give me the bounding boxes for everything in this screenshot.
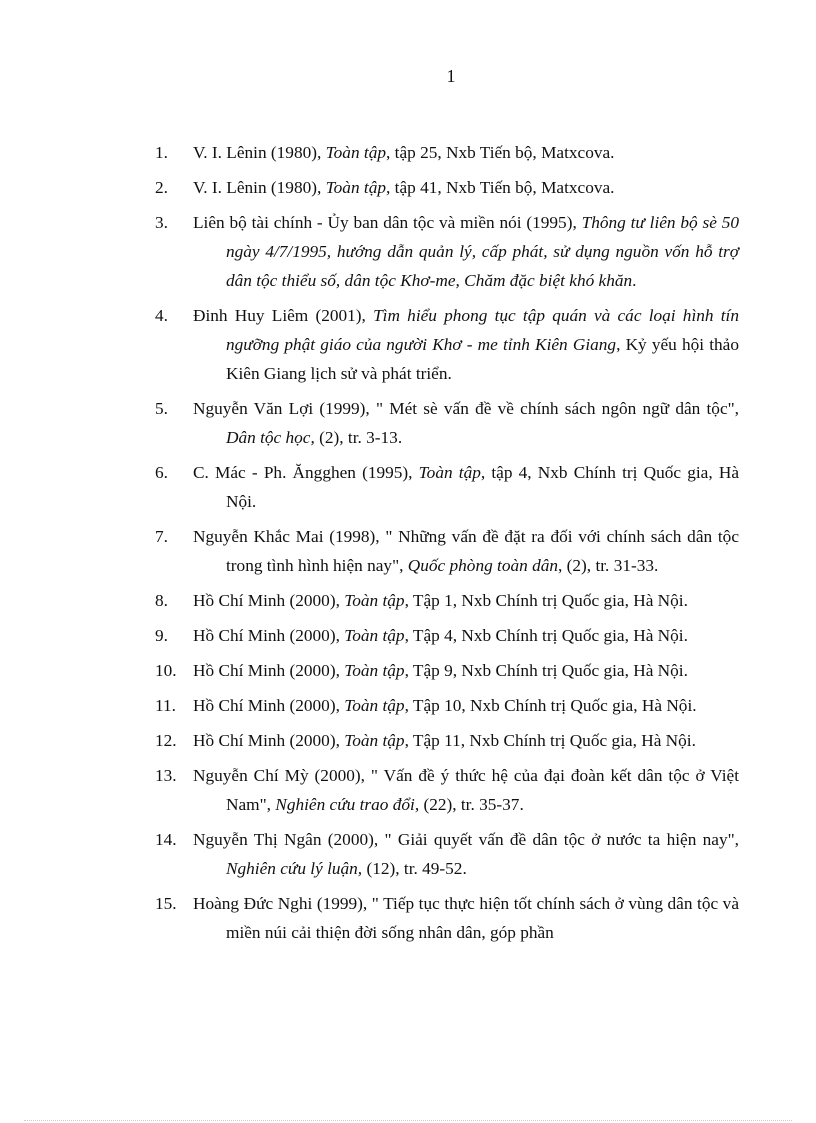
reference-item xyxy=(155,889,739,947)
reference-item xyxy=(155,621,739,650)
reference-number: 15. xyxy=(155,894,177,913)
reference-list xyxy=(155,138,739,953)
reference-title-italic: Dân tộc học, xyxy=(226,428,315,447)
reference-number: 9. xyxy=(155,626,168,645)
reference-text xyxy=(193,586,739,615)
reference-title-italic: Nghiên cứu trao đổi xyxy=(275,795,415,814)
reference-text-plain: Hoàng Đức Nghi (1999), " Tiếp tục thực hiện tốt chính sách ở vùng dân tộc và miền núi cải thiện đời sống nhân dân, góp phần xyxy=(193,894,739,942)
reference-text xyxy=(193,458,739,516)
reference-text xyxy=(193,394,739,452)
reference-number: 12. xyxy=(155,731,177,750)
reference-title-italic: Toàn tập xyxy=(344,626,405,645)
reference-text xyxy=(193,825,739,883)
reference-title-italic: Toàn tập xyxy=(325,143,386,162)
reference-title-italic: Toàn tập xyxy=(344,591,405,610)
reference-text-trailing: , Tập 11, Nxb Chính trị Quốc gia, Hà Nội. xyxy=(404,731,696,750)
reference-text-plain: V. I. Lênin (1980), xyxy=(193,178,326,197)
reference-title-italic: Thông tư liên bộ sè 50 ngày 4/7/1995, hướng dẫn quản lý, cấp phát, sử dụng nguồn vốn hỗ trợ dân tộc thiểu số, dân tộc Khơ-me, Chăm đặc biệt khó khăn xyxy=(226,213,739,290)
reference-number: 3. xyxy=(155,213,168,232)
reference-text-trailing: (2), tr. 3-13. xyxy=(314,428,403,447)
reference-text-trailing: , Tập 9, Nxb Chính trị Quốc gia, Hà Nội. xyxy=(404,661,688,680)
reference-text-trailing: . xyxy=(632,271,637,290)
reference-text-trailing: , Tập 4, Nxb Chính trị Quốc gia, Hà Nội. xyxy=(404,626,688,645)
reference-title-italic: Toàn tập xyxy=(344,661,405,680)
reference-text-plain: Đinh Huy Liêm (2001), xyxy=(193,306,374,325)
reference-text xyxy=(193,656,739,685)
reference-text xyxy=(193,138,739,167)
reference-item xyxy=(155,691,739,720)
reference-text-plain: Nguyễn Văn Lợi (1999), " Mét sè vấn đề về chính sách ngôn ngữ dân tộc", xyxy=(193,399,739,418)
reference-text xyxy=(193,301,739,388)
reference-title-italic: Toàn tập xyxy=(344,696,405,715)
reference-number: 5. xyxy=(155,399,168,418)
reference-number: 11. xyxy=(155,696,176,715)
reference-item xyxy=(155,656,739,685)
reference-text-trailing: , Tập 10, Nxb Chính trị Quốc gia, Hà Nội. xyxy=(404,696,697,715)
reference-number: 14. xyxy=(155,830,177,849)
reference-number: 7. xyxy=(155,527,168,546)
reference-text-plain: Hồ Chí Minh (2000), xyxy=(193,626,345,645)
reference-item xyxy=(155,586,739,615)
reference-text xyxy=(193,173,739,202)
reference-title-italic: Nghiên cứu lý luận, xyxy=(226,859,363,878)
reference-item xyxy=(155,173,739,202)
reference-item xyxy=(155,208,739,295)
reference-text xyxy=(193,208,739,295)
reference-text-plain: Nguyễn Thị Ngân (2000), " Giải quyết vấn đề dân tộc ở nước ta hiện nay", xyxy=(193,830,739,849)
reference-text-trailing: , tập 41, Nxb Tiến bộ, Matxcova. xyxy=(386,178,615,197)
reference-item xyxy=(155,301,739,388)
reference-item xyxy=(155,458,739,516)
reference-text xyxy=(193,691,739,720)
reference-text-plain: Hồ Chí Minh (2000), xyxy=(193,696,345,715)
reference-title-italic: Toàn tập xyxy=(325,178,386,197)
reference-text-plain: Hồ Chí Minh (2000), xyxy=(193,731,345,750)
reference-number: 2. xyxy=(155,178,168,197)
reference-title-italic: Toàn tập xyxy=(344,731,405,750)
reference-number: 6. xyxy=(155,463,168,482)
reference-item xyxy=(155,726,739,755)
reference-text-trailing: , tập 4, Nxb Chính trị Quốc gia, Hà Nội. xyxy=(226,463,739,511)
reference-text-plain: Liên bộ tài chính - Ủy ban dân tộc và miền nói (1995), xyxy=(193,213,582,232)
reference-text-trailing: , tập 25, Nxb Tiến bộ, Matxcova. xyxy=(386,143,615,162)
reference-text-trailing: , (2), tr. 31-33. xyxy=(558,556,659,575)
page-bottom-divider xyxy=(24,1120,792,1121)
reference-number: 10. xyxy=(155,661,177,680)
reference-text xyxy=(193,726,739,755)
reference-title-italic: Toàn tập xyxy=(418,463,481,482)
reference-text-plain: C. Mác - Ph. Ăngghen (1995), xyxy=(193,463,419,482)
reference-text-plain: Nguyễn Chí Mỳ (2000), " Vấn đề ý thức hệ của đại đoàn kết dân tộc ở Việt Nam", xyxy=(193,766,739,814)
reference-number: 1. xyxy=(155,143,168,162)
reference-item xyxy=(155,394,739,452)
page-number: 1 xyxy=(446,66,456,86)
reference-text-plain: Hồ Chí Minh (2000), xyxy=(193,591,345,610)
reference-item xyxy=(155,825,739,883)
reference-text-plain: Nguyễn Khắc Mai (1998), " Những vấn đề đặt ra đối với chính sách dân tộc trong tình hình hiện nay", xyxy=(193,527,739,575)
reference-text-trailing: , Kỷ yếu hội thảo Kiên Giang lịch sử và phát triển. xyxy=(226,335,739,383)
reference-item xyxy=(155,522,739,580)
reference-text-trailing: (12), tr. 49-52. xyxy=(362,859,467,878)
reference-number: 8. xyxy=(155,591,168,610)
reference-text xyxy=(193,522,739,580)
reference-text xyxy=(193,621,739,650)
reference-title-italic: Tìm hiểu phong tục tập quán và các loại hình tín ngưỡng phật giáo của người Khơ - me tỉnh Kiên Giang xyxy=(226,306,739,354)
reference-text-trailing: , Tập 1, Nxb Chính trị Quốc gia, Hà Nội. xyxy=(404,591,688,610)
reference-text-plain: V. I. Lênin (1980), xyxy=(193,143,326,162)
reference-text xyxy=(193,889,739,947)
reference-title-italic: Quốc phòng toàn dân xyxy=(407,556,559,575)
reference-item xyxy=(155,138,739,167)
reference-number: 13. xyxy=(155,766,177,785)
reference-number: 4. xyxy=(155,306,168,325)
reference-text xyxy=(193,761,739,819)
reference-text-trailing: , (22), tr. 35-37. xyxy=(414,795,524,814)
reference-text-plain: Hồ Chí Minh (2000), xyxy=(193,661,345,680)
reference-item xyxy=(155,761,739,819)
